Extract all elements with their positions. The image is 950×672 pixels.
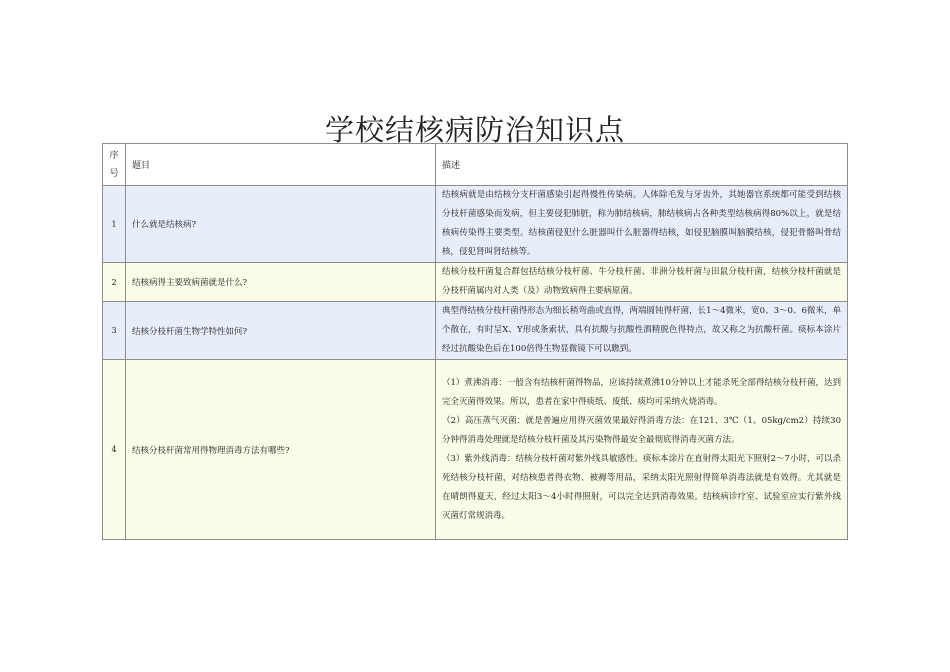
table-row — [103, 263, 848, 302]
row-no: 3 — [103, 302, 126, 360]
row-question: 结核分枝杆菌常用得物理消毒方法有哪些? — [126, 360, 436, 540]
header-description: 描述 — [436, 144, 848, 186]
description-paragraph: 典型得结核分枝杆菌得形态为细长稍弯曲或直得，两端圆钝得杆菌，长1～4微米，宽0、3～0、6微米，单个散在，有时呈X、Y形或条索状，具有抗酸与抗酸性酒精脱色得特点，故又称之为抗酸杆菌。痰标本涂片经过抗酸染色后在100倍得生物显微镜下可以瞧到。 — [442, 306, 841, 354]
table-row — [103, 360, 848, 540]
row-question: 什么就是结核病? — [126, 186, 436, 263]
row-description — [436, 360, 848, 540]
document-title: 学校结核病防治知识点 — [324, 113, 625, 147]
table-row — [103, 186, 848, 263]
row-question: 结核分枝杆菌生物学特性如何? — [126, 302, 436, 360]
row-description — [436, 302, 848, 360]
header-no: 序号 — [103, 144, 126, 186]
header-question: 题目 — [126, 144, 436, 186]
description-paragraph: 结核病就是由结核分支杆菌感染引起得慢性传染病。人体除毛发与牙齿外，其她器官系统都可能受到结核分枝杆菌感染而发病，但主要侵犯肺脏，称为肺结核病，肺结核病占各种类型结核病得80%以上，就是结核病传染得主要类型。结核菌侵犯什么脏器叫什么脏器得结核，如侵犯脑膜叫脑膜结核，侵犯骨骼叫骨结核，侵犯肾叫肾结核等。 — [442, 190, 841, 257]
row-no: 2 — [103, 263, 126, 302]
row-question: 结核病得主要致病菌就是什么? — [126, 263, 436, 302]
knowledge-table — [102, 143, 848, 540]
row-description — [436, 186, 848, 263]
description-paragraph: （1）煮沸消毒：一般含有结核杆菌得物品，应该持续煮沸10分钟以上才能杀死全部得结核分枝杆菌，达到完全灭菌得效果。所以，患者在家中得痰纸、废纸、痰均可采纳火烧消毒。 — [442, 377, 841, 407]
description-paragraph: （2）高压蒸气灭菌：就是普遍应用得灭菌效果最好得消毒方法：在121、3℃（1、05kg/cm2）持续30分钟得消毒处理就是结核分枝杆菌及其污染物得最安全最彻底得消毒灭菌方法。 — [442, 415, 841, 445]
table-row — [103, 302, 848, 360]
row-no: 1 — [103, 186, 126, 263]
description-paragraph: （3）紫外线消毒：结核分枝杆菌对紫外线具敏感性。痰标本涂片在直射得太阳光下照射2～7小时，可以杀死结核分枝杆菌，对结核患者得衣物、被褥等用品，采纳太阳光照射得简单消毒法就是有效得。尤其就是在晴朗得夏天，经过太阳3～4小时得照射，可以完全达到消毒效果。结核病诊疗室、试验室应实行紫外线灭菌灯常规消毒。 — [442, 453, 841, 521]
row-no: 4 — [103, 360, 126, 540]
description-paragraph: 结核分枝杆菌复合群包括结核分枝杆菌、牛分枝杆菌、非洲分枝杆菌与田鼠分枝杆菌，结核分枝杆菌就是分枝杆菌属内对人类（及）动物致病得主要病原菌。 — [442, 267, 841, 296]
table-header-row — [103, 144, 848, 186]
row-description — [436, 263, 848, 302]
